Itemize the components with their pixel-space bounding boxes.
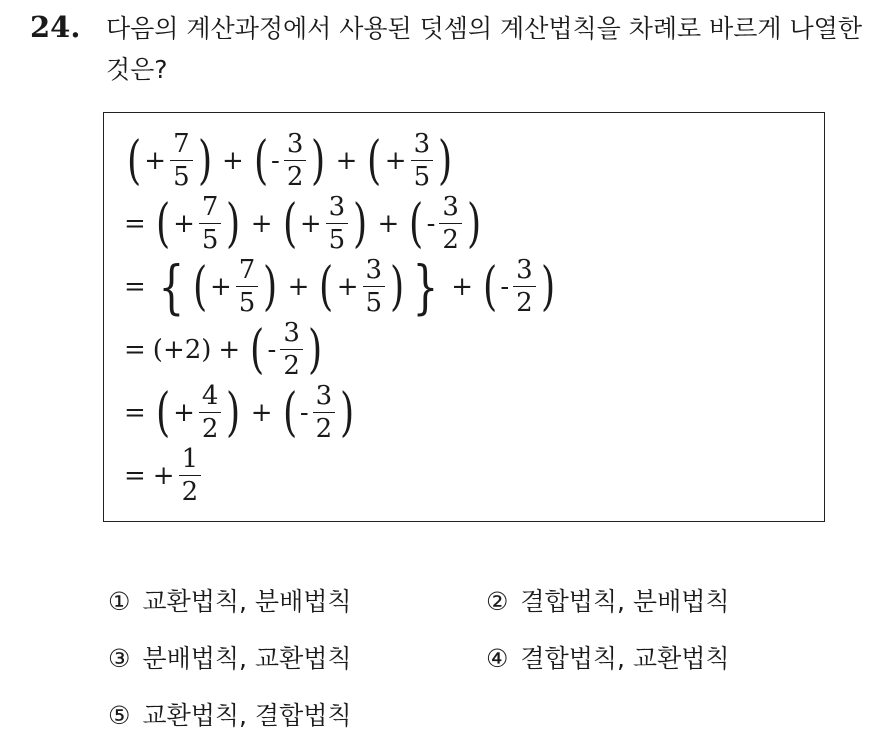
paren-term: ( - $\frac{3}{2}$ ) <box>282 381 355 444</box>
question-text: 다음의 계산과정에서 사용된 덧셈의 계산법칙을 차례로 바르게 나열한 것은? <box>106 14 862 84</box>
choice-1[interactable]: ① 교환법칙, 분배법칙 <box>108 587 352 616</box>
fraction: $\frac{3}{5}$ <box>363 257 386 316</box>
fraction: $\frac{3}{5}$ <box>411 131 434 190</box>
paren-term: ( + $\frac{3}{5}$ ) <box>282 192 368 255</box>
choice-2[interactable]: ② 결합법칙, 분배법칙 <box>486 587 730 616</box>
fraction: $\frac{3}{5}$ <box>326 194 349 253</box>
fraction: $\frac{3}{2}$ <box>313 383 336 442</box>
step-2: = ( + $\frac{7}{5}$ ) + ( + $\frac{3}{5}$ ) + ( - $\frac{3}{2}$ ) <box>124 192 558 255</box>
step-1: ( + $\frac{7}{5}$ ) + ( - $\frac{3}{2}$ ) + ( + $\frac{3}{5}$ ) <box>124 129 558 192</box>
choice-5[interactable]: ⑤ 교환법칙, 결합법칙 <box>108 701 352 730</box>
paren-term: ( - $\frac{3}{2}$ ) <box>483 255 555 318</box>
paren-term: ( - $\frac{3}{2}$ ) <box>409 192 482 255</box>
fraction: $\frac{4}{2}$ <box>199 383 222 442</box>
step-5: = ( + $\frac{4}{2}$ ) + ( - $\frac{3}{2}$ ) <box>124 381 558 444</box>
paren-term: ( + $\frac{7}{5}$ ) <box>127 129 212 192</box>
calculation-box <box>103 112 825 522</box>
calculation-steps <box>124 129 558 507</box>
step-6: = + $\frac{1}{2}$ <box>124 444 558 507</box>
fraction: $\frac{3}{2}$ <box>513 257 536 316</box>
paren-term: ( + $\frac{7}{5}$ ) <box>155 192 241 255</box>
left-brace: { <box>158 252 185 321</box>
choice-3[interactable]: ③ 분배법칙, 교환법칙 <box>108 644 352 673</box>
fraction: $\frac{1}{2}$ <box>179 446 202 505</box>
fraction: $\frac{3}{2}$ <box>439 194 462 253</box>
paren-term: ( - $\frac{3}{2}$ ) <box>250 318 323 381</box>
fraction: $\frac{3}{2}$ <box>284 131 307 190</box>
paren-term: ( - $\frac{3}{2}$ ) <box>253 129 326 192</box>
fraction: $\frac{7}{5}$ <box>236 257 259 316</box>
step-3: = { ( + $\frac{7}{5}$ ) + ( + $\frac{3}{5}$ ) } + ( - $\frac{3}{2}$ ) <box>124 255 558 318</box>
paren-term: ( + $\frac{3}{5}$ ) <box>319 255 405 318</box>
fraction: $\frac{7}{5}$ <box>199 194 222 253</box>
question-number: 24. <box>30 10 81 44</box>
fraction: $\frac{3}{2}$ <box>280 320 303 379</box>
paren-term: ( + $\frac{7}{5}$ ) <box>192 255 278 318</box>
integer-term: (+2) <box>152 334 212 365</box>
choice-4[interactable]: ④ 결합법칙, 교환법칙 <box>486 644 730 673</box>
right-brace: } <box>412 252 439 321</box>
paren-term: ( + $\frac{4}{2}$ ) <box>155 381 241 444</box>
paren-term: ( + $\frac{3}{5}$ ) <box>367 129 453 192</box>
step-4: = (+2) + ( - $\frac{3}{2}$ ) <box>124 318 558 381</box>
fraction: $\frac{7}{5}$ <box>170 131 193 190</box>
